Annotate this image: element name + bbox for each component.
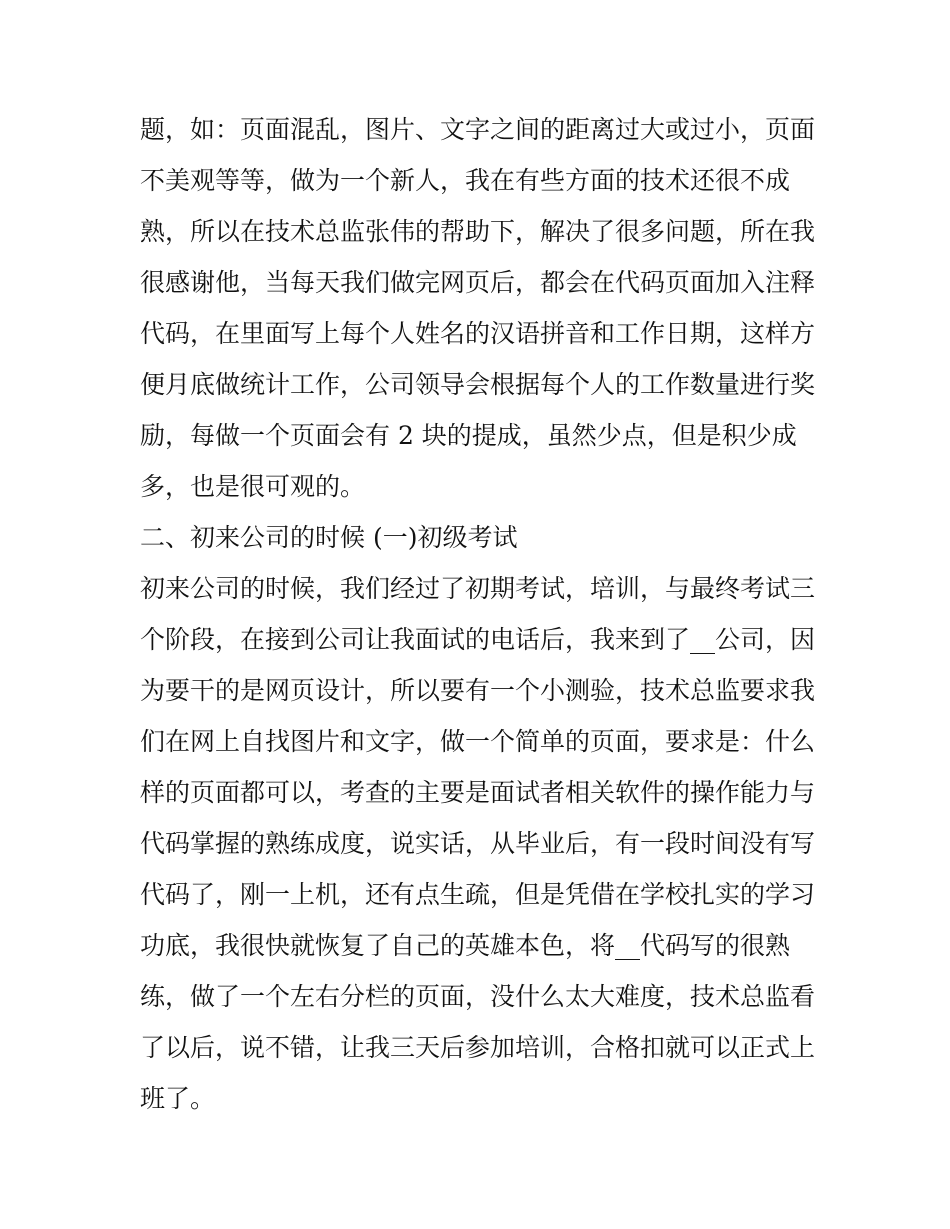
- text-line: 为要干的是网页设计，所以要有一个小测验，技术总监要求我: [140, 676, 816, 705]
- text-line: 励，每做一个页面会有 2 块的提成，虽然少点，但是积少成: [140, 421, 797, 450]
- paragraph-initial-exam: [140, 563, 820, 1124]
- text-line: 样的页面都可以，考查的主要是面试者相关软件的操作能力与: [140, 778, 816, 807]
- text-line: 个阶段，在接到公司让我面试的电话后，我来到了__公司，因: [140, 625, 816, 654]
- text-line: 代码，在里面写上每个人姓名的汉语拼音和工作日期，这样方: [140, 319, 816, 348]
- text-line: 功底，我很快就恢复了自己的英雄本色，将__代码写的很熟: [140, 931, 791, 960]
- section-heading: [140, 512, 820, 563]
- text-line: 练，做了一个左右分栏的页面，没什么太大难度，技术总监看: [140, 982, 816, 1011]
- text-line: 们在网上自找图片和文字，做一个简单的页面，要求是：什么: [140, 727, 816, 756]
- text-line: 便月底做统计工作，公司领导会根据每个人的工作数量进行奖: [140, 370, 816, 399]
- section-heading-text: 二、初来公司的时候 (一)初级考试: [140, 523, 518, 552]
- text-line: 题，如：页面混乱，图片、文字之间的距离过大或过小，页面: [140, 115, 816, 144]
- text-line: 代码掌握的熟练成度，说实话，从毕业后，有一段时间没有写: [140, 829, 816, 858]
- text-line: 班了。: [140, 1084, 216, 1113]
- text-line: 不美观等等，做为一个新人，我在有些方面的技术还很不成: [140, 166, 791, 195]
- text-line: 熟，所以在技术总监张伟的帮助下，解决了很多问题，所在我: [140, 217, 816, 246]
- text-line: 多，也是很可观的。: [140, 472, 366, 501]
- text-line: 代码了，刚一上机，还有点生疏，但是凭借在学校扎实的学习: [140, 880, 816, 909]
- text-line: 了以后，说不错，让我三天后参加培训，合格扣就可以正式上: [140, 1033, 816, 1062]
- text-line: 很感谢他，当每天我们做完网页后，都会在代码页面加入注释: [140, 268, 816, 297]
- paragraph-continuation: [140, 104, 820, 512]
- text-line: 初来公司的时候，我们经过了初期考试，培训，与最终考试三: [140, 574, 816, 603]
